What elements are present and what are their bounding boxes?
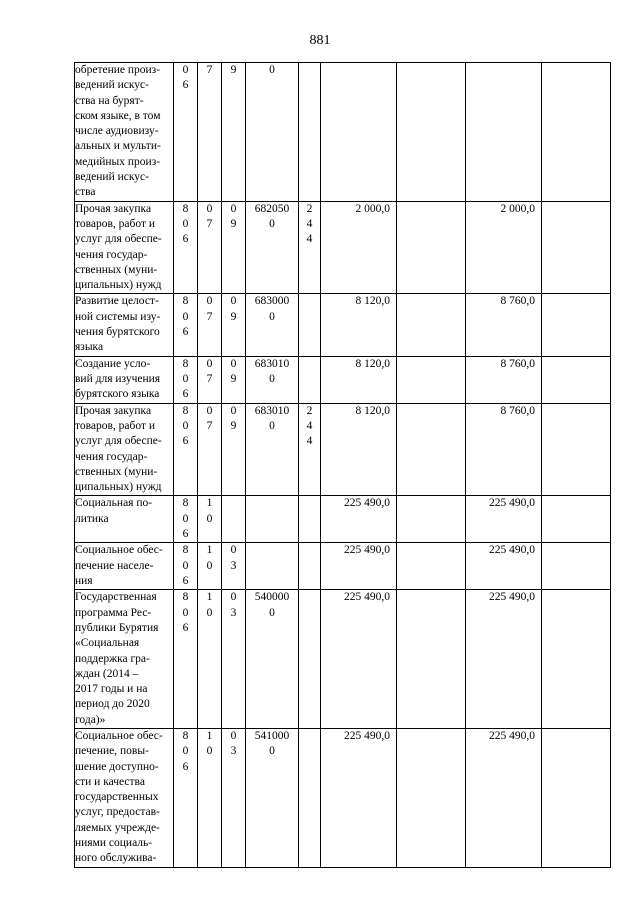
- empty-cell: [397, 496, 466, 543]
- vr-cell: [299, 63, 321, 202]
- table-row: [75, 403, 611, 496]
- csr-cell: [246, 543, 299, 590]
- empty-cell: [397, 201, 466, 294]
- row-name-cell: Прочая закупка товаров, работ и услуг для обеспе- чения государ- ственных (муни- ципальных) нужд: [75, 201, 174, 294]
- ved-cell: 8 0 6: [174, 403, 198, 496]
- sum-1-cell: 225 490,0: [321, 543, 397, 590]
- pr-cell: 9: [222, 63, 246, 202]
- sum-1-cell: 8 120,0: [321, 356, 397, 403]
- empty-cell: [397, 356, 466, 403]
- pr-cell: 0 9: [222, 403, 246, 496]
- empty-cell: [397, 590, 466, 729]
- csr-cell: 683010 0: [246, 403, 299, 496]
- row-name-cell: Социальное обес- печение населе- ния: [75, 543, 174, 590]
- sum-2-cell: 225 490,0: [466, 590, 542, 729]
- sum-2-cell: 2 000,0: [466, 201, 542, 294]
- sum-1-cell: 225 490,0: [321, 590, 397, 729]
- table-row: [75, 201, 611, 294]
- ved-cell: 8 0 6: [174, 543, 198, 590]
- sum-1-cell: [321, 63, 397, 202]
- table-row: [75, 590, 611, 729]
- sum-2-cell: 8 760,0: [466, 294, 542, 356]
- pr-cell: 0 3: [222, 590, 246, 729]
- ved-cell: 8 0 6: [174, 728, 198, 867]
- page-number: 881: [309, 33, 331, 48]
- row-name-cell: Создание усло- вий для изучения бурятского языка: [75, 356, 174, 403]
- sum-2-cell: 225 490,0: [466, 728, 542, 867]
- empty-cell: [542, 728, 611, 867]
- pr-cell: 0 3: [222, 728, 246, 867]
- row-name-cell: Социальная по- литика: [75, 496, 174, 543]
- empty-cell: [397, 63, 466, 202]
- sum-2-cell: 8 760,0: [466, 403, 542, 496]
- empty-cell: [542, 496, 611, 543]
- table-row: [75, 543, 611, 590]
- vr-cell: [299, 728, 321, 867]
- table-row: [75, 63, 611, 202]
- pr-cell: [222, 496, 246, 543]
- ved-cell: 8 0 6: [174, 496, 198, 543]
- rz-cell: 1 0: [198, 728, 222, 867]
- row-name-cell: обретение произ- ведений искус- ства на бурят- ском языке, в том числе аудиовизу- альных и мульти- медийных произ- ведений искус- ства: [75, 63, 174, 202]
- rz-cell: 0 7: [198, 201, 222, 294]
- empty-cell: [542, 543, 611, 590]
- vr-cell: [299, 294, 321, 356]
- rz-cell: 1 0: [198, 496, 222, 543]
- rz-cell: 0 7: [198, 294, 222, 356]
- row-name-cell: Развитие целост- ной системы изу- чения бурятского языка: [75, 294, 174, 356]
- csr-cell: [246, 496, 299, 543]
- empty-cell: [397, 403, 466, 496]
- vr-cell: [299, 356, 321, 403]
- sum-1-cell: 225 490,0: [321, 496, 397, 543]
- csr-cell: 0: [246, 63, 299, 202]
- row-name-cell: Прочая закупка товаров, работ и услуг для обеспе- чения государ- ственных (муни- ципальных) нужд: [75, 403, 174, 496]
- ved-cell: 8 0 6: [174, 201, 198, 294]
- rz-cell: 1 0: [198, 543, 222, 590]
- empty-cell: [542, 63, 611, 202]
- sum-2-cell: 8 760,0: [466, 356, 542, 403]
- empty-cell: [542, 201, 611, 294]
- csr-cell: 683000 0: [246, 294, 299, 356]
- empty-cell: [397, 294, 466, 356]
- csr-cell: 682050 0: [246, 201, 299, 294]
- sum-1-cell: 2 000,0: [321, 201, 397, 294]
- empty-cell: [397, 728, 466, 867]
- empty-cell: [542, 590, 611, 729]
- rz-cell: 1 0: [198, 590, 222, 729]
- empty-cell: [542, 356, 611, 403]
- vr-cell: 2 4 4: [299, 201, 321, 294]
- ved-cell: 8 0 6: [174, 590, 198, 729]
- sum-1-cell: 225 490,0: [321, 728, 397, 867]
- rz-cell: 0 7: [198, 356, 222, 403]
- csr-cell: 540000 0: [246, 590, 299, 729]
- sum-1-cell: 8 120,0: [321, 403, 397, 496]
- ved-cell: 0 6: [174, 63, 198, 202]
- sum-2-cell: [466, 63, 542, 202]
- vr-cell: [299, 590, 321, 729]
- pr-cell: 0 9: [222, 201, 246, 294]
- rz-cell: 0 7: [198, 403, 222, 496]
- pr-cell: 0 9: [222, 356, 246, 403]
- empty-cell: [542, 294, 611, 356]
- table-row: [75, 356, 611, 403]
- empty-cell: [542, 403, 611, 496]
- csr-cell: 541000 0: [246, 728, 299, 867]
- vr-cell: [299, 496, 321, 543]
- ved-cell: 8 0 6: [174, 294, 198, 356]
- budget-table: [74, 62, 611, 868]
- csr-cell: 683010 0: [246, 356, 299, 403]
- sum-1-cell: 8 120,0: [321, 294, 397, 356]
- row-name-cell: Государственная программа Рес- публики Бурятия «Социальная поддержка гра- ждан (2014 – 2017 годы и на период до 2020 года)»: [75, 590, 174, 729]
- pr-cell: 0 3: [222, 543, 246, 590]
- vr-cell: 2 4 4: [299, 403, 321, 496]
- row-name-cell: Социальное обес- печение, повы- шение доступно- сти и качества государственных услуг, предостав- ляемых учрежде- ниями социаль- ного обслужива-: [75, 728, 174, 867]
- table-row: [75, 294, 611, 356]
- pr-cell: 0 9: [222, 294, 246, 356]
- vr-cell: [299, 543, 321, 590]
- sum-2-cell: 225 490,0: [466, 543, 542, 590]
- ved-cell: 8 0 6: [174, 356, 198, 403]
- empty-cell: [397, 543, 466, 590]
- table-row: [75, 496, 611, 543]
- sum-2-cell: 225 490,0: [466, 496, 542, 543]
- table-row: [75, 728, 611, 867]
- rz-cell: 7: [198, 63, 222, 202]
